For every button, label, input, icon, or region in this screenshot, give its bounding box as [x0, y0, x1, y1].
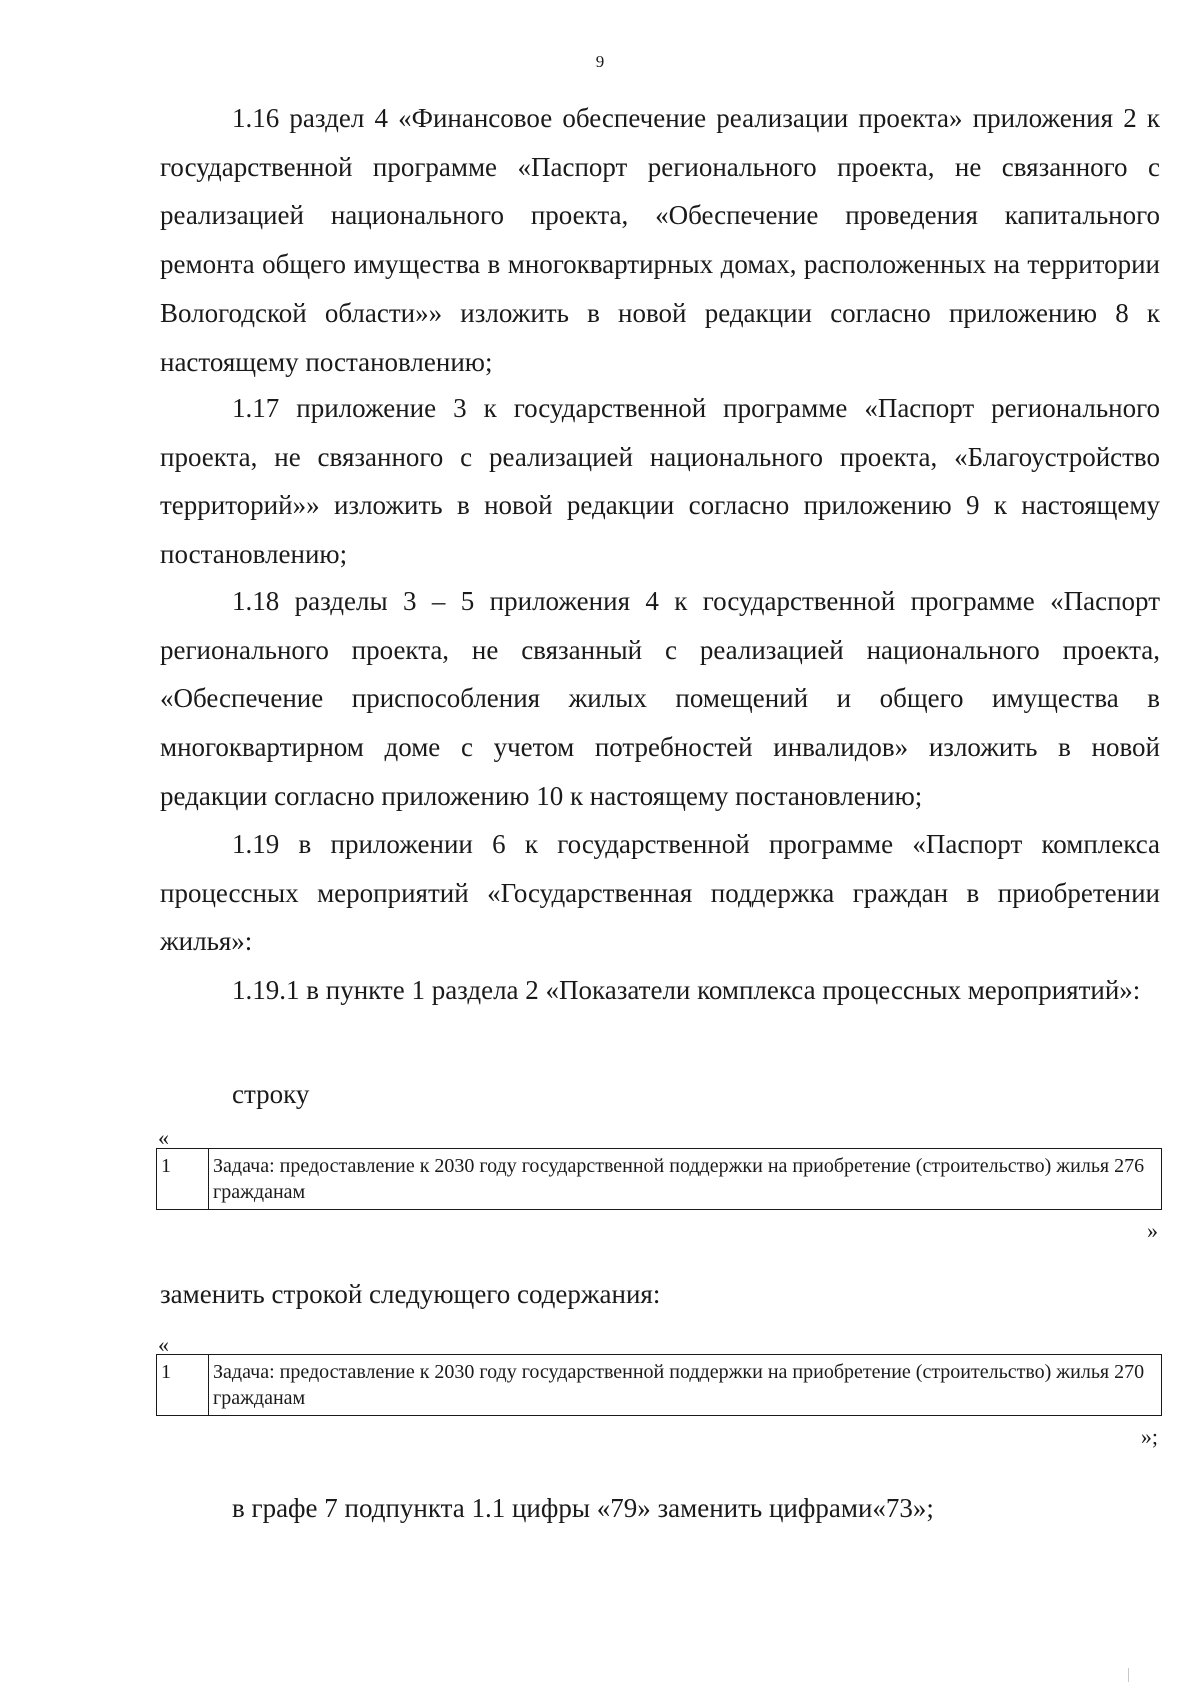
final-line: в графе 7 подпункта 1.1 цифры «79» заменить цифрами«73»; — [232, 1493, 934, 1523]
new-row-number: 1 — [157, 1355, 209, 1415]
row-word: строку — [232, 1079, 310, 1109]
paragraph-1-18: 1.18 разделы 3 – 5 приложения 4 к государственной программе «Паспорт регионального проекта, не связанный с реализацией национального проекта, «Обеспечение приспособления жилых помещений и общего имущества в многоквартирном доме с учетом потребностей инвалидов» изложить в новой редакции согласно приложению 10 к настоящему постановлению; — [160, 586, 1160, 811]
old-row-open-quote: « — [158, 1125, 169, 1150]
new-row-table — [156, 1354, 1162, 1416]
new-row-text: Задача: предоставление к 2030 году государственной поддержки на приобретение (строительство) жилья 270 гражданам — [213, 1361, 1145, 1409]
paragraph-1-19: 1.19 в приложении 6 к государственной программе «Паспорт комплекса процессных мероприятий «Государственная поддержка граждан в приобретении жилья»: — [160, 829, 1160, 957]
page-number: 9 — [595, 52, 605, 71]
old-row-table — [156, 1148, 1162, 1210]
old-row-text: Задача: предоставление к 2030 году государственной поддержки на приобретение (строительство) жилья 276 гражданам — [213, 1155, 1145, 1203]
replace-phrase: заменить строкой следующего содержания: — [160, 1279, 661, 1309]
paragraph-1-16: 1.16 раздел 4 «Финансовое обеспечение реализации проекта» приложения 2 к государственной программе «Паспорт регионального проекта, не связанного с реализацией национального проекта, «Обеспечение проведения капитального ремонта общего имущества в многоквартирных домах, расположенных на территории Вологодской области»» изложить в новой редакции согласно приложению 8 к настоящему постановлению; — [160, 103, 1160, 377]
new-row-close-quote: »; — [1140, 1424, 1158, 1449]
old-row-close-quote: » — [1147, 1218, 1158, 1243]
scan-artifact — [1128, 1668, 1129, 1682]
paragraph-1-19-1: 1.19.1 в пункте 1 раздела 2 «Показатели комплекса процессных мероприятий»: — [232, 975, 1141, 1005]
new-row-open-quote: « — [158, 1332, 169, 1357]
old-row-number: 1 — [157, 1149, 209, 1209]
paragraph-1-17: 1.17 приложение 3 к государственной программе «Паспорт регионального проекта, не связанного с реализацией национального проекта, «Благоустройство территорий»» изложить в новой редакции согласно приложению 9 к настоящему постановлению; — [160, 393, 1160, 570]
